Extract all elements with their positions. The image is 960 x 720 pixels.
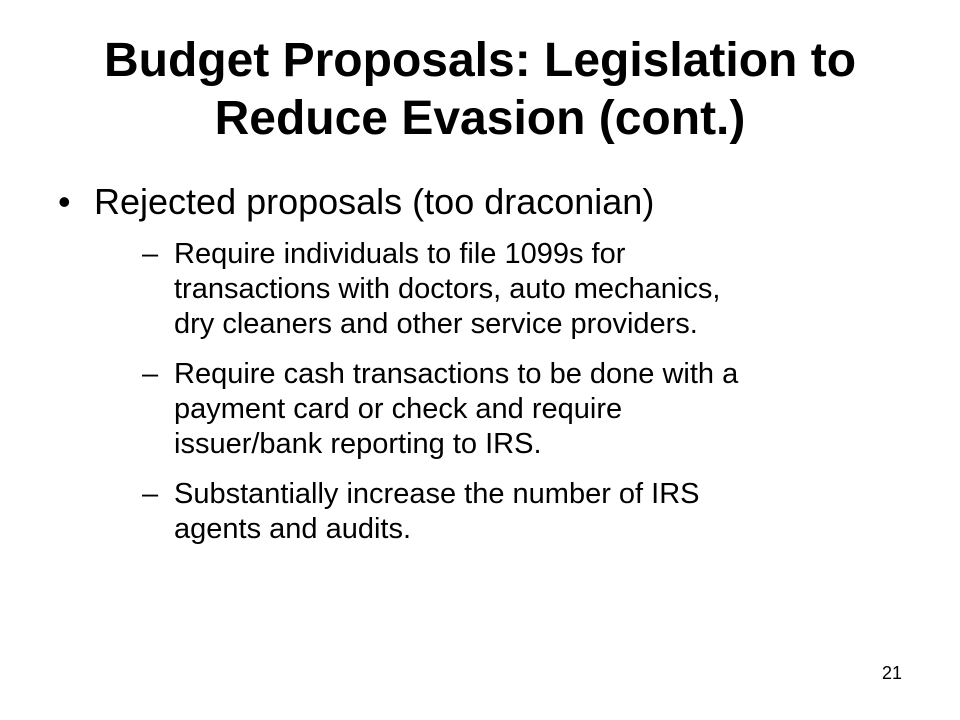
slide-title-line-2: Reduce Evasion (cont.) <box>214 92 746 145</box>
page-number: 21 <box>881 663 902 683</box>
sub-item-line: agents and audits. <box>174 513 412 545</box>
sub-item-line: issuer/bank reporting to IRS. <box>174 428 542 460</box>
sub-item-line: transactions with doctors, auto mechanics, <box>174 273 721 305</box>
slide-title-line-1: Budget Proposals: Legislation to <box>103 34 857 87</box>
sub-item-line: payment card or check and require <box>174 393 623 425</box>
bullet-item-rejected-proposals <box>58 180 918 547</box>
sub-item-line: Require cash transactions to be done with a <box>174 358 739 390</box>
bullet-list <box>58 180 918 562</box>
dash-marker: – <box>142 478 159 510</box>
sub-item-line: Substantially increase the number of IRS <box>174 478 700 510</box>
dash-marker: – <box>142 238 159 270</box>
sub-item-irs-agents <box>94 477 918 547</box>
bullet-marker: • <box>58 181 71 222</box>
slide-title <box>40 32 920 148</box>
sub-item-1099s <box>94 237 918 342</box>
sub-item-line: Require individuals to file 1099s for <box>174 238 626 270</box>
sub-bullet-list <box>94 237 918 547</box>
sub-item-cash-transactions <box>94 357 918 462</box>
bullet-text: Rejected proposals (too draconian) <box>94 181 655 222</box>
dash-marker: – <box>142 358 159 390</box>
sub-item-line: dry cleaners and other service providers. <box>174 308 698 340</box>
